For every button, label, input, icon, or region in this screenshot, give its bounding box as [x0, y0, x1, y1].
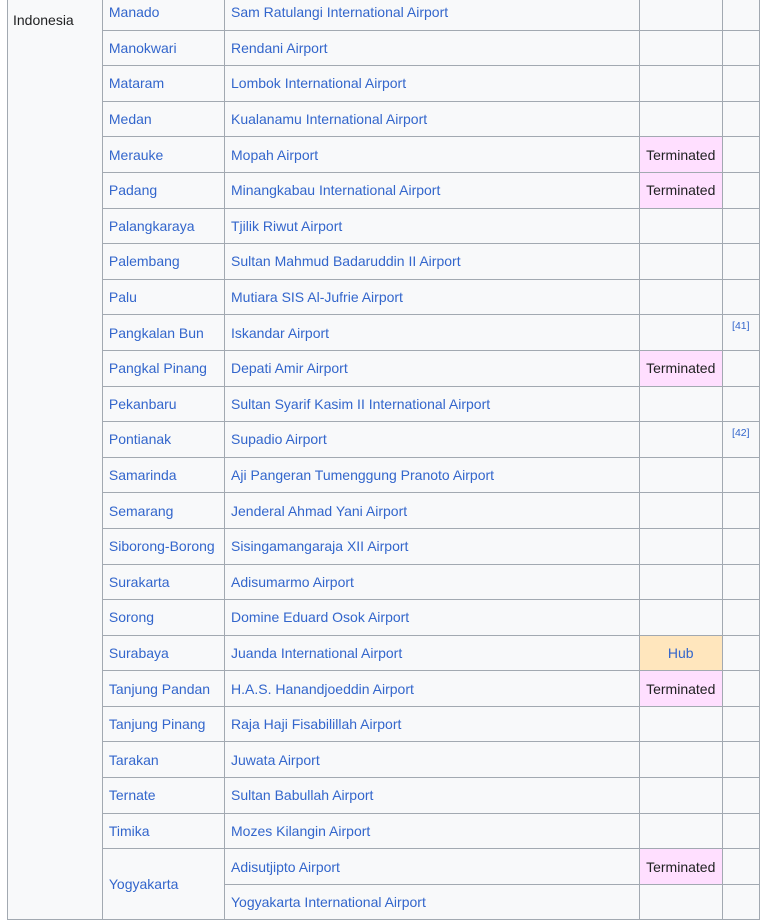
reference-cell	[722, 706, 759, 742]
table-row	[8, 564, 760, 600]
airport-cell	[225, 778, 640, 814]
table-row	[8, 350, 760, 386]
status-cell	[639, 315, 722, 351]
reference-cell	[722, 208, 759, 244]
city-link[interactable]: Padang	[108, 182, 158, 199]
destinations-table	[7, 0, 760, 920]
status-cell	[639, 101, 722, 137]
city-link[interactable]: Surabaya	[108, 644, 169, 661]
reference-cell	[722, 813, 759, 849]
reference-cell	[722, 493, 759, 529]
airport-link[interactable]: Jenderal Ahmad Yani Airport	[231, 502, 408, 519]
airport-link[interactable]: Aji Pangeran Tumenggung Pranoto Airport	[231, 467, 495, 484]
destinations-table-body	[8, 0, 760, 920]
airport-link[interactable]: Raja Haji Fisabilillah Airport	[231, 716, 402, 733]
airport-link[interactable]: Kualanamu International Airport	[231, 111, 428, 128]
airport-link[interactable]: Yogyakarta International Airport	[231, 894, 426, 911]
reference-link[interactable]: [41]	[732, 320, 750, 333]
status-cell: Terminated	[639, 671, 722, 707]
city-cell	[102, 671, 224, 707]
airport-link[interactable]: Sultan Babullah Airport	[231, 787, 374, 804]
airport-link[interactable]: Domine Eduard Osok Airport	[231, 609, 410, 626]
status-cell	[639, 706, 722, 742]
city-link[interactable]: Tanjung Pandan	[108, 680, 211, 697]
status-cell	[639, 0, 722, 30]
status-cell	[639, 493, 722, 529]
airport-cell	[225, 457, 640, 493]
city-cell	[102, 30, 224, 66]
airport-cell	[225, 422, 640, 458]
city-cell	[102, 101, 224, 137]
airport-link[interactable]: Mozes Kilangin Airport	[231, 822, 371, 839]
reference-cell	[722, 350, 759, 386]
city-link[interactable]: Sorong	[108, 609, 155, 626]
airport-link[interactable]: Minangkabau International Airport	[231, 182, 441, 199]
city-link[interactable]: Manado	[108, 4, 160, 21]
reference-cell	[722, 564, 759, 600]
reference-cell	[722, 671, 759, 707]
airport-cell	[225, 884, 640, 920]
city-cell	[102, 172, 224, 208]
table-row	[8, 671, 760, 707]
airport-cell	[225, 0, 640, 30]
reference-cell	[722, 778, 759, 814]
airport-cell	[225, 66, 640, 102]
airport-link[interactable]: Rendani Airport	[231, 39, 328, 56]
city-cell	[102, 564, 224, 600]
city-cell	[102, 493, 224, 529]
status-cell: Terminated	[639, 849, 722, 885]
airport-link[interactable]: Adisutjipto Airport	[231, 858, 340, 875]
table-row	[8, 706, 760, 742]
airport-cell	[225, 350, 640, 386]
status-cell	[639, 244, 722, 280]
city-cell	[102, 0, 224, 30]
city-cell	[102, 422, 224, 458]
airport-cell	[225, 564, 640, 600]
airport-cell	[225, 172, 640, 208]
status-cell	[639, 386, 722, 422]
airport-link[interactable]: H.A.S. Hanandjoeddin Airport	[231, 680, 414, 697]
airport-cell	[225, 279, 640, 315]
table-row	[8, 30, 760, 66]
table-row	[8, 600, 760, 636]
city-link[interactable]: Yogyakarta	[108, 876, 179, 893]
airport-cell	[225, 813, 640, 849]
airport-link[interactable]: Sultan Syarif Kasim II International Airport	[231, 395, 491, 412]
status-cell	[639, 208, 722, 244]
table-row	[8, 386, 760, 422]
city-link[interactable]: Merauke	[108, 146, 164, 163]
city-cell	[102, 778, 224, 814]
city-link[interactable]: Palangkaraya	[108, 217, 195, 234]
status-cell	[639, 528, 722, 564]
city-link[interactable]: Pangkalan Bun	[108, 324, 204, 341]
reference-cell	[722, 849, 759, 885]
city-link[interactable]: Medan	[108, 111, 152, 128]
airport-link[interactable]: Lombok International Airport	[231, 75, 407, 92]
status-cell	[639, 813, 722, 849]
city-cell	[102, 528, 224, 564]
airport-link[interactable]: Sultan Mahmud Badaruddin II Airport	[231, 253, 461, 270]
reference-link[interactable]: [42]	[732, 427, 750, 440]
city-link[interactable]: Pontianak	[108, 431, 172, 448]
table-row	[8, 315, 760, 351]
table-row	[8, 778, 760, 814]
airport-link[interactable]: Sam Ratulangi International Airport	[231, 4, 449, 21]
city-cell	[102, 137, 224, 173]
reference-cell	[722, 635, 759, 671]
airport-cell	[225, 635, 640, 671]
airport-link[interactable]: Supadio Airport	[231, 431, 327, 448]
reference-cell	[722, 66, 759, 102]
status-cell	[639, 884, 722, 920]
airport-cell	[225, 208, 640, 244]
airport-cell	[225, 671, 640, 707]
airport-cell	[225, 30, 640, 66]
reference-cell	[722, 742, 759, 778]
status-cell: Terminated	[639, 137, 722, 173]
airport-cell	[225, 137, 640, 173]
status-cell: Terminated	[639, 172, 722, 208]
reference-cell	[722, 386, 759, 422]
city-cell	[102, 849, 224, 920]
airport-cell	[225, 493, 640, 529]
airport-cell	[225, 600, 640, 636]
reference-cell	[722, 600, 759, 636]
city-cell	[102, 635, 224, 671]
reference-cell	[722, 884, 759, 920]
city-link[interactable]: Siborong-Borong	[108, 538, 215, 555]
table-row	[8, 279, 760, 315]
city-link[interactable]: Mataram	[108, 75, 165, 92]
status-cell: Terminated	[639, 350, 722, 386]
city-link[interactable]: Samarinda	[108, 467, 177, 484]
status-cell	[639, 600, 722, 636]
status-cell	[639, 422, 722, 458]
table-row	[8, 137, 760, 173]
airport-link[interactable]: Tjilik Riwut Airport	[231, 217, 343, 234]
reference-cell	[722, 244, 759, 280]
table-row	[8, 66, 760, 102]
city-link[interactable]: Pangkal Pinang	[108, 360, 207, 377]
city-link[interactable]: Surakarta	[108, 573, 170, 590]
airport-cell	[225, 315, 640, 351]
status-cell	[639, 457, 722, 493]
table-row	[8, 493, 760, 529]
city-link[interactable]: Ternate	[108, 787, 156, 804]
reference-cell	[722, 457, 759, 493]
status-cell	[639, 778, 722, 814]
status-cell: Hub	[639, 635, 722, 671]
reference-cell	[722, 422, 759, 458]
table-row	[8, 172, 760, 208]
city-link[interactable]: Tanjung Pinang	[108, 716, 206, 733]
reference-cell	[722, 137, 759, 173]
city-cell	[102, 742, 224, 778]
city-cell	[102, 813, 224, 849]
city-cell	[102, 350, 224, 386]
status-cell	[639, 30, 722, 66]
city-cell	[102, 386, 224, 422]
airport-link[interactable]: Sisingamangaraja XII Airport	[231, 538, 409, 555]
reference-cell	[722, 528, 759, 564]
airport-cell	[225, 244, 640, 280]
status-cell	[639, 66, 722, 102]
country-cell: Indonesia	[8, 0, 103, 920]
airport-cell	[225, 849, 640, 885]
city-cell	[102, 600, 224, 636]
city-link[interactable]: Manokwari	[108, 39, 177, 56]
city-link[interactable]: Palu	[108, 289, 137, 306]
table-row	[8, 635, 760, 671]
city-cell	[102, 457, 224, 493]
city-link[interactable]: Palembang	[108, 253, 180, 270]
city-link[interactable]: Tarakan	[108, 751, 159, 768]
status-cell	[639, 742, 722, 778]
table-row	[8, 528, 760, 564]
airport-cell	[225, 101, 640, 137]
airport-link[interactable]: Juwata Airport	[231, 751, 320, 768]
airport-link[interactable]: Adisumarmo Airport	[231, 573, 354, 590]
reference-cell	[722, 315, 759, 351]
reference-cell	[722, 172, 759, 208]
table-row	[8, 742, 760, 778]
city-cell	[102, 315, 224, 351]
city-link[interactable]: Semarang	[108, 502, 174, 519]
airport-link[interactable]: Mutiara SIS Al-Jufrie Airport	[231, 289, 403, 306]
table-row	[8, 457, 760, 493]
status-cell	[639, 564, 722, 600]
airport-link[interactable]: Depati Amir Airport	[231, 360, 348, 377]
airport-link[interactable]: Iskandar Airport	[231, 324, 330, 341]
reference-cell	[722, 0, 759, 30]
table-row	[8, 813, 760, 849]
reference-cell	[722, 279, 759, 315]
status-cell	[639, 279, 722, 315]
airport-link[interactable]: Juanda International Airport	[231, 644, 403, 661]
reference-cell	[722, 101, 759, 137]
table-row	[8, 849, 760, 885]
table-row	[8, 244, 760, 280]
table-row	[8, 0, 760, 30]
airport-link[interactable]: Mopah Airport	[231, 146, 319, 163]
airport-cell	[225, 742, 640, 778]
city-link[interactable]: Pekanbaru	[108, 395, 177, 412]
airport-cell	[225, 528, 640, 564]
city-link[interactable]: Timika	[108, 822, 150, 839]
city-cell	[102, 208, 224, 244]
airport-cell	[225, 706, 640, 742]
table-row	[8, 208, 760, 244]
airport-cell	[225, 386, 640, 422]
city-cell	[102, 66, 224, 102]
city-cell	[102, 706, 224, 742]
table-row	[8, 101, 760, 137]
city-cell	[102, 279, 224, 315]
reference-cell	[722, 30, 759, 66]
table-row	[8, 422, 760, 458]
city-cell	[102, 244, 224, 280]
